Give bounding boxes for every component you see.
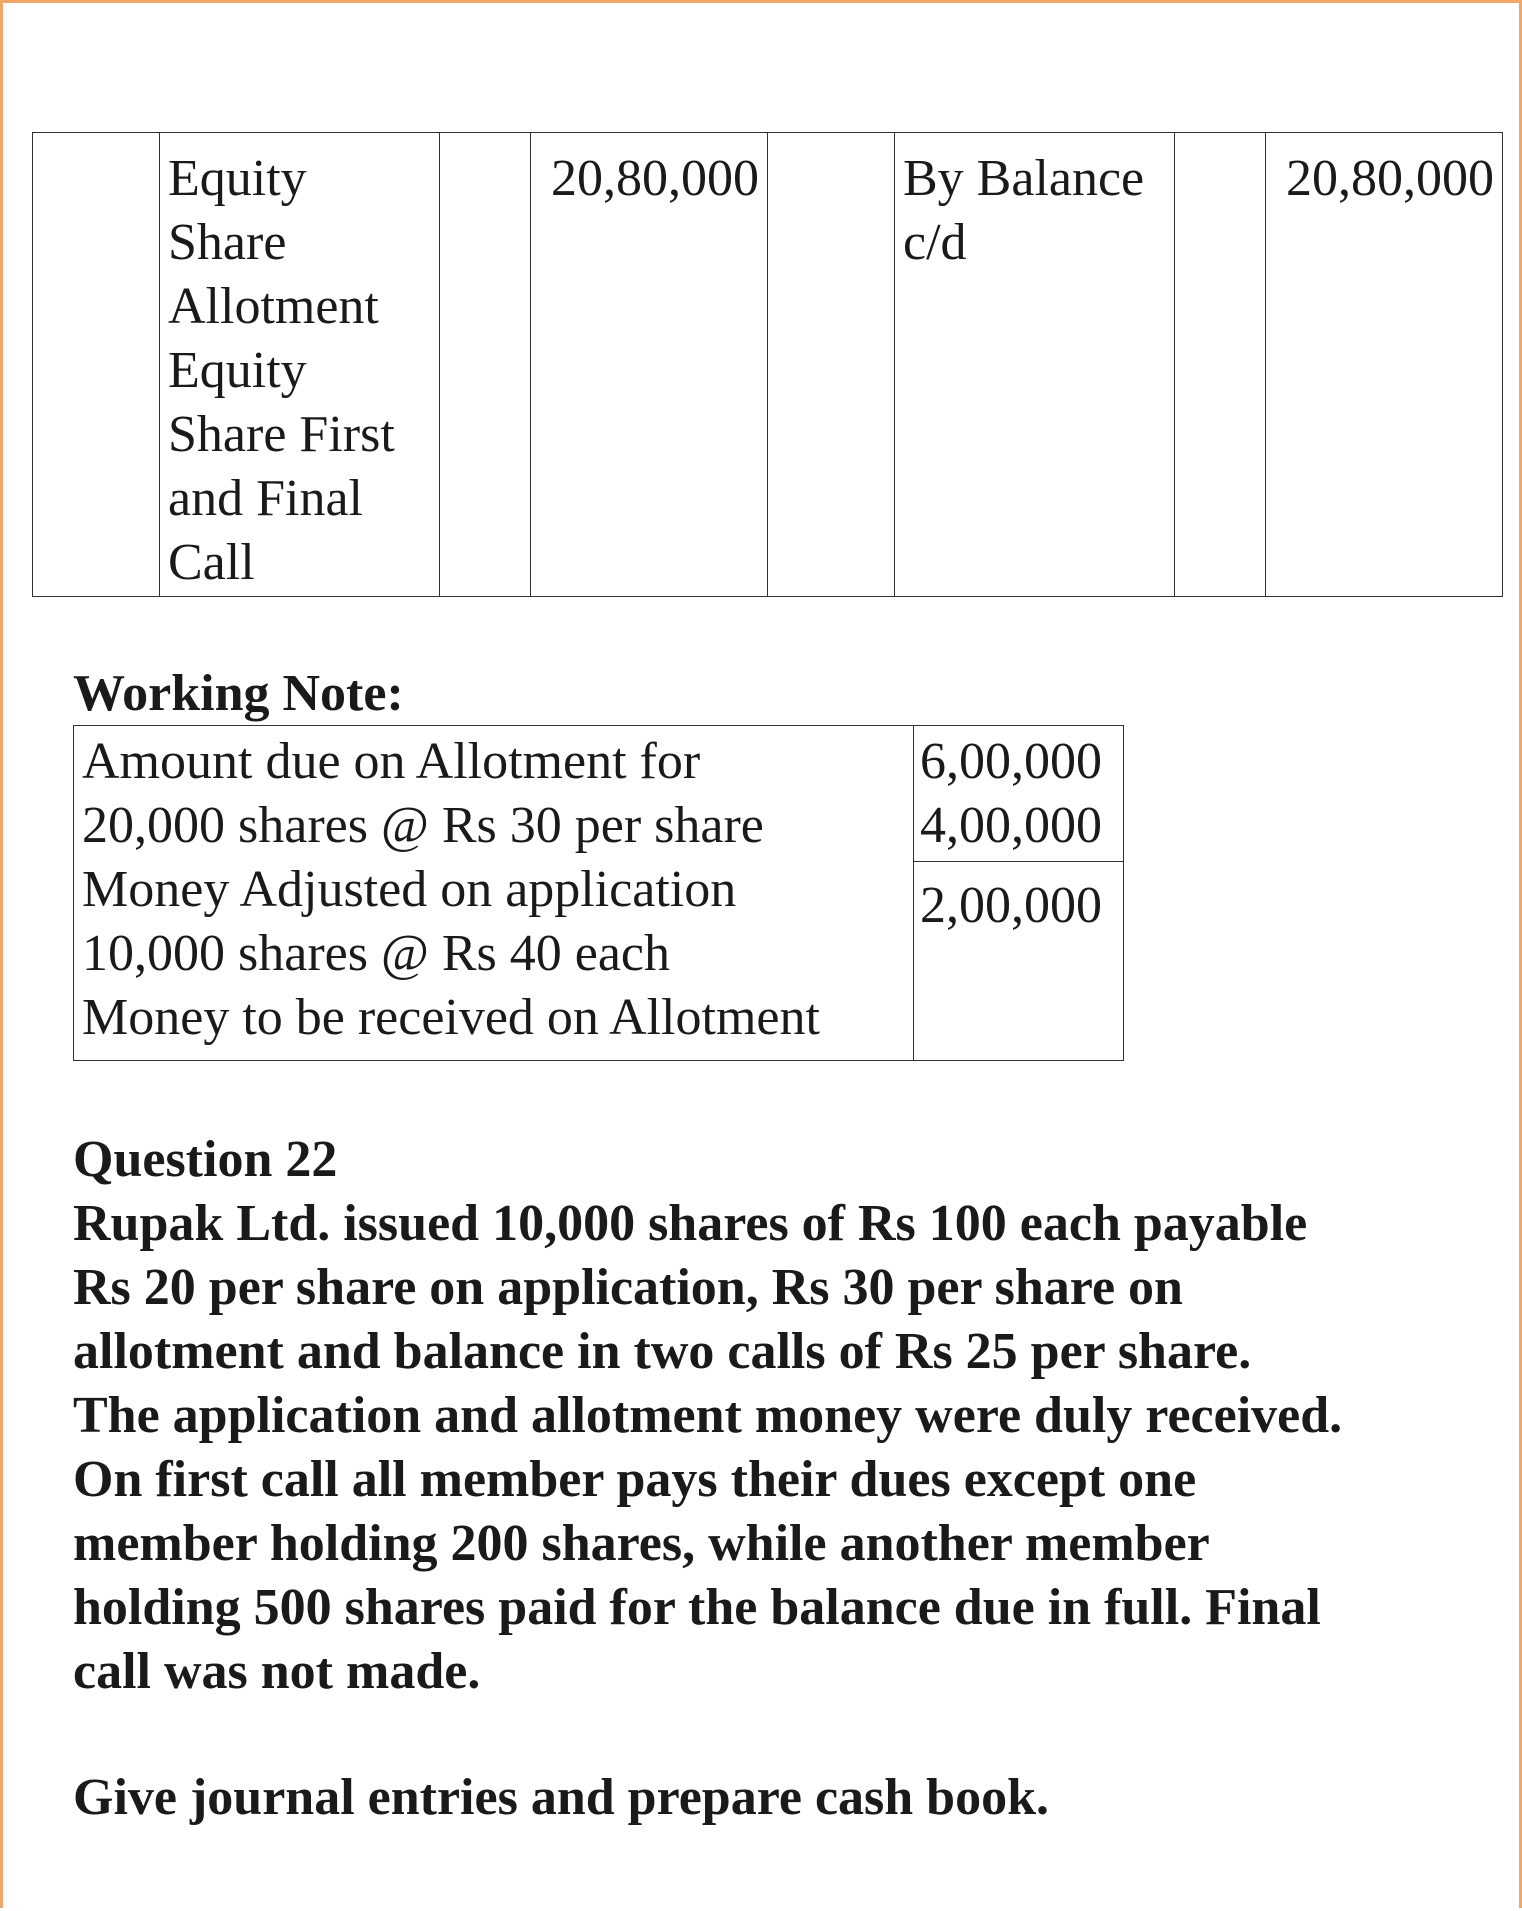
dr-particulars-line: Allotment — [168, 278, 379, 335]
working-note-line: 20,000 shares @ Rs 30 per share — [82, 797, 764, 854]
working-note-line: Money Adjusted on application — [82, 861, 737, 918]
cr-date-cell — [768, 133, 895, 597]
dr-particulars-line: Share — [168, 214, 287, 271]
question-line: On first call all member pays their dues except one — [73, 1451, 1197, 1508]
working-note-amount: 6,00,000 — [920, 733, 1102, 790]
working-note-total: 2,00,000 — [920, 877, 1102, 934]
cr-particulars-line: By Balance — [903, 150, 1145, 207]
question-line: member holding 200 shares, while another member — [73, 1515, 1210, 1572]
working-note-title: Working Note: — [73, 665, 404, 722]
question-line: holding 500 shares paid for the balance due in full. Final — [73, 1579, 1321, 1636]
dr-particulars-line: Equity — [168, 150, 307, 207]
working-note-amount: 4,00,000 — [920, 797, 1102, 854]
question-line: Rupak Ltd. issued 10,000 shares of Rs 100 each payable — [73, 1195, 1308, 1252]
dr-particulars-cell — [160, 133, 440, 597]
ledger-row — [33, 133, 1503, 597]
question-block — [73, 1128, 1342, 1704]
question-heading: Question 22 — [73, 1131, 338, 1188]
working-note-line: Money to be received on Allotment — [82, 989, 820, 1046]
question-instruction: Give journal entries and prepare cash book. — [73, 1769, 1050, 1826]
dr-date-cell — [33, 133, 160, 597]
working-note-line: Amount due on Allotment for — [82, 733, 701, 790]
dr-particulars-line: Call — [168, 534, 255, 591]
dr-particulars-line: Share First — [168, 406, 395, 463]
cr-jf-cell — [1175, 133, 1266, 597]
dr-jf-cell — [440, 133, 531, 597]
working-note-text — [74, 726, 914, 1061]
working-note-amounts-top — [914, 726, 1123, 862]
dr-amount-cell: 20,80,000 — [531, 133, 768, 597]
question-line: call was not made. — [73, 1643, 481, 1700]
ledger-table — [32, 132, 1503, 597]
cr-particulars-line: c/d — [903, 214, 967, 271]
question-line: allotment and balance in two calls of Rs 25 per share. — [73, 1323, 1252, 1380]
cr-particulars-cell — [895, 133, 1175, 597]
working-note-amounts — [914, 726, 1124, 1061]
cr-amount-cell: 20,80,000 — [1266, 133, 1503, 597]
dr-particulars-line: and Final — [168, 470, 363, 527]
question-line: Rs 20 per share on application, Rs 30 per share on — [73, 1259, 1183, 1316]
working-note-line: 10,000 shares @ Rs 40 each — [82, 925, 670, 982]
dr-particulars-line: Equity — [168, 342, 307, 399]
question-line: The application and allotment money were duly received. — [73, 1387, 1343, 1444]
working-note-table — [73, 725, 1124, 1061]
